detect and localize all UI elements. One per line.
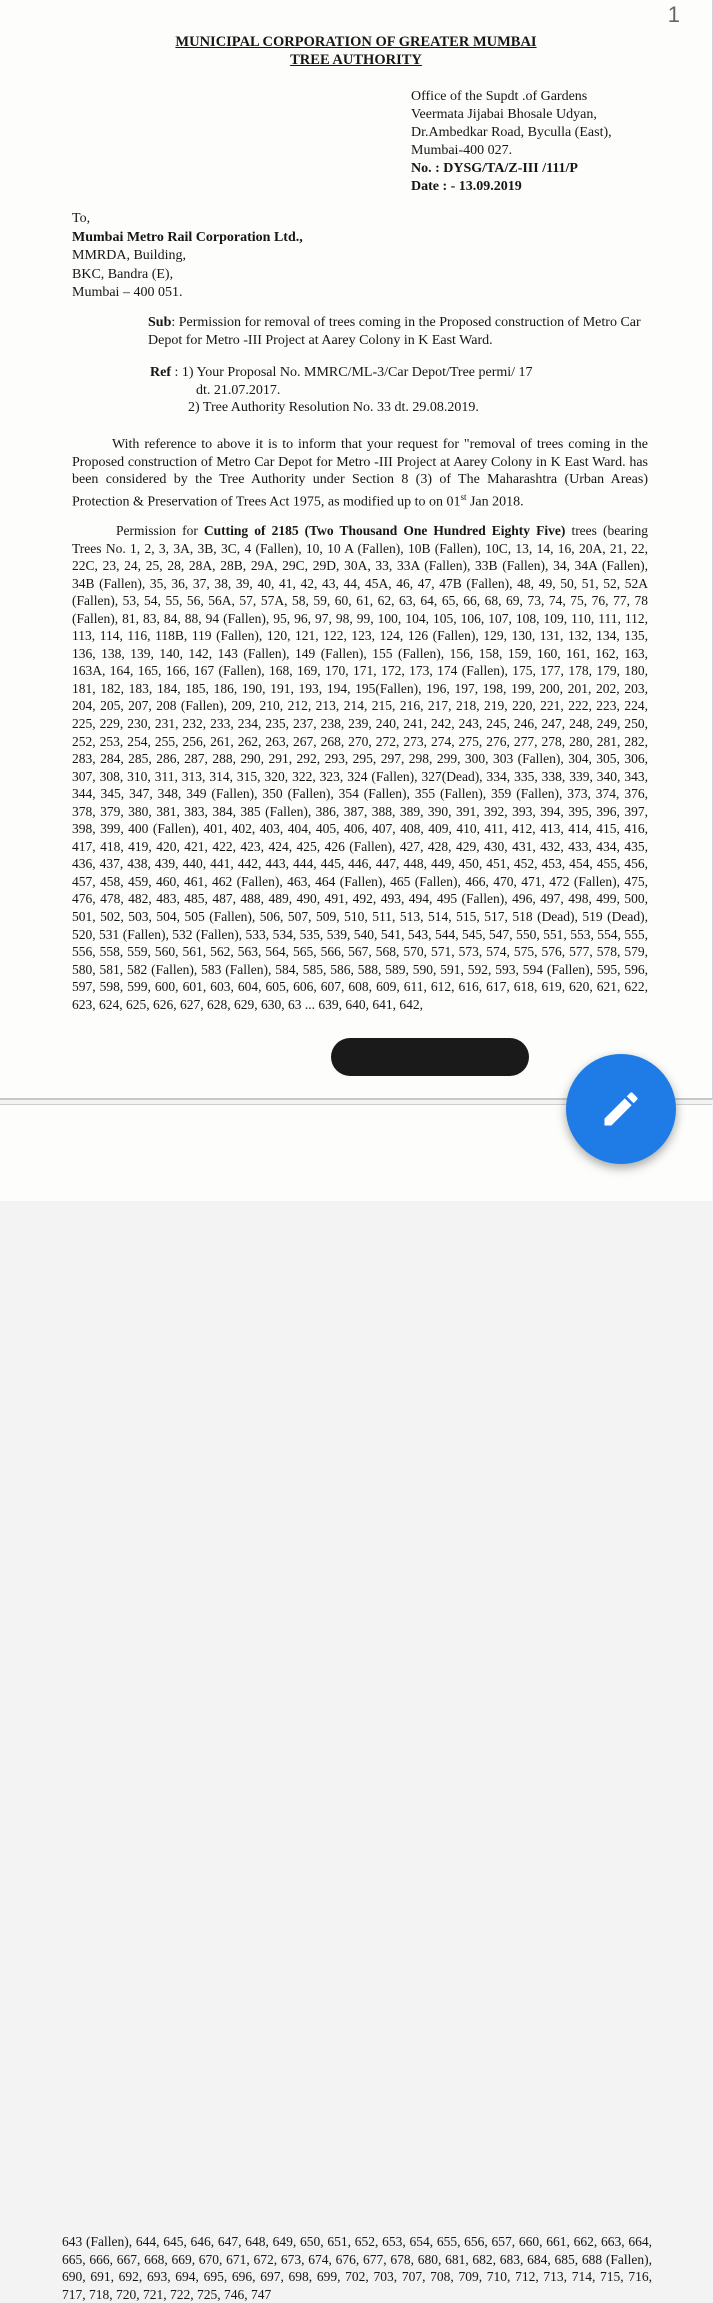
office-line: Veermata Jijabai Bhosale Udyan, <box>411 107 597 122</box>
redaction-mark <box>331 1038 529 1076</box>
para-sup: st <box>460 491 467 502</box>
recipient-line: MMRDA, Building, <box>72 248 186 264</box>
edit-button[interactable] <box>566 1054 676 1164</box>
perm-tree-list: trees (bearing Trees No. 1, 2, 3, 3A, 3B, 3C, 4 (Fallen), 10, 10 A (Fallen), 10B (Fallen), 10C, 13, 14, 16, 20A, 21, 22, 22C, 23, 24, 25, 28, 28A, 28B, 29A, 29C, 29D, 30A, 33, 33A (Fallen), 33B (Fallen), 34, 34A (Fallen), 34B (Fallen), 35, 36, 37, 38, 39, 40, 41, 42, 43, 44, 45A, 46, 47, 47B (Fallen), 48, 49, 50, 51, 52, 52A (Fallen), 53, 54, 55, 56, 56A, 57, 57A, 58, 59, 60, 61, 62, 63, 64, 65, 66, 68, 69, 73, 74, 75, 76, 77, 78 (Fallen), 81, 83, 84, 88, 94 (Fallen), 95, 96, 97, 98, 99, 100, 104, 105, 106, 107, 108, 109, 110, 111, 112, 113, 114, 116, 118B, 119 (Fallen), 120, 121, 122, 123, 124, 126 (Fallen), 129, 130, 131, 132, 134, 135, 136, 138, 139, 140, 142, 143 (Fallen), 149 (Fallen), 155 (Fallen), 156, 158, 159, 160, 161, 162, 163, 163A, 164, 165, 166, 167 (Fallen), 168, 169, 170, 171, 172, 173, 174 (Fallen), 175, 177, 178, 179, 180, 181, 182, 183, 184, 185, 186, 190, 191, 193, 194, 195(Fallen), 196, 197, 198, 199, 200, 201, 202, 203, 204, 205, 207, 208 (Fallen), 209, 210, 212, 213, 214, 215, 216, 217, 218, 219, 220, 221, 222, 223, 224, 225, 229, 230, 231, 232, 233, 234, 235, 237, 238, 239, 240, 241, 242, 243, 245, 246, 247, 248, 249, 250, 252, 253, 254, 255, 256, 261, 262, 263, 267, 268, 270, 272, 273, 274, 275, 276, 277, 278, 280, 281, 282, 283, 284, 285, 286, 287, 288, 290, 291, 292, 293, 295, 297, 298, 299, 300, 303 (Fallen), 304, 305, 306, 307, 308, 310, 311, 313, 314, 315, 320, 322, 323, 324 (Fallen), 327(Dead), 334, 335, 338, 339, 340, 343, 344, 345, 347, 348, 349 (Fallen), 350 (Fallen), 354 (Fallen), 355 (Fallen), 359 (Fallen), 373, 374, 376, 378, 379, 380, 381, 383, 384, 385 (Fallen), 386, 387, 388, 389, 390, 391, 392, 393, 394, 395, 396, 397, 398, 399, 400 (Fallen), 401, 402, 403, 404, 405, 406, 407, 408, 409, 410, 411, 412, 413, 414, 415, 416, 417, 418, 419, 420, 421, 422, 423, 424, 425, 426 (Fallen), 427, 428, 429, 430, 431, 432, 433, 434, 435, 436, 437, 438, 439, 440, 441, 442, 443, 444, 445, 446, 447, 448, 449, 450, 451, 452, 453, 454, 455, 456, 457, 458, 459, 460, 461, 462 (Fallen), 463, 464 (Fallen), 465 (Fallen), 466, 470, 471, 472 (Fallen), 475, 476, 478, 482, 483, 485, 487, 488, 489, 490, 491, 492, 493, 494, 495 (Fallen), 496, 497, 498, 499, 500, 501, 502, 503, 504, 505 (Fallen), 506, 507, 509, 510, 511, 513, 514, 515, 517, 518 (Dead), 519 (Dead), 520, 531 (Fallen), 532 (Fallen), 533, 534, 535, 539, 540, 541, 543, 544, 545, 547, 550, 551, 553, 554, 555, 556, 558, 559, 560, 561, 562, 563, 564, 565, 566, 567, 568, 570, 571, 573, 574, 575, 576, 577, 578, 579, 580, 581, 582 (Fallen), 583 (Fallen), 584, 585, 586, 588, 589, 590, 591, 592, 593, 594 (Fallen), 595, 596, 597, 598, 599, 600, 601, 603, 604, 605, 606, 607, 608, 609, 611, 612, 616, 617, 618, 619, 620, 621, 622, 623, 624, 625, 626, 627, 628, 629, 630, 63 ... 639, 640, 641, 642, <box>72 523 648 1012</box>
subject-block <box>148 314 648 349</box>
letter-date: Date : - 13.09.2019 <box>411 179 522 194</box>
recipient-line: Mumbai – 400 051. <box>72 285 183 301</box>
to-label: To, <box>72 211 91 226</box>
ref-item: : 1) Your Proposal No. MMRC/ML-3/Car Depot/Tree permi/ 17 <box>174 365 533 380</box>
office-line: Dr.Ambedkar Road, Byculla (East), <box>411 125 612 140</box>
office-line: Office of the Supdt .of Gardens <box>411 89 588 104</box>
perm-count: Cutting of 2185 (Two Thousand One Hundred Eighty Five) <box>203 523 566 538</box>
office-line: Mumbai-400 027. <box>411 143 513 158</box>
subject-text: : Permission for removal of trees coming in the Proposed construction of Metro Car Depot for Metro -III Project at Aarey Colony in K East Ward. <box>148 315 641 348</box>
recipient-line: BKC, Bandra (E), <box>72 266 174 282</box>
ref-label: Ref <box>150 365 171 380</box>
para-text-end: Jan 2018. <box>466 494 524 510</box>
document-page-1 <box>0 0 713 1100</box>
permission-paragraph <box>72 522 648 1013</box>
perm-intro: Permission for <box>116 523 204 538</box>
permission-continued: 643 (Fallen), 644, 645, 646, 647, 648, 649, 650, 651, 652, 653, 654, 655, 656, 657, 660, 661, 662, 663, 664, 665, 666, 667, 668, 669, 670, 671, 672, 673, 674, 676, 677, 678, 680, 681, 682, 683, 684, 685, 688 (Fallen), 690, 691, 692, 693, 694, 695, 696, 697, 698, 699, 702, 703, 707, 708, 709, 710, 712, 713, 714, 715, 716, 717, 718, 720, 721, 722, 725, 746, 747 <box>62 2234 652 2302</box>
subject-label: Sub <box>148 315 172 330</box>
ref-item: dt. 21.07.2017. <box>196 382 281 398</box>
pencil-icon <box>599 1087 643 1131</box>
header-organization: MUNICIPAL CORPORATION OF GREATER MUMBAI <box>175 34 537 50</box>
recipient-block <box>72 210 303 303</box>
header-authority: TREE AUTHORITY <box>290 52 422 68</box>
para-text: With reference to above it is to inform that your request for "removal of trees coming in the Proposed construction of Metro Car Depot for Metro -III Project at Aarey Colony in K East Ward. has been considered by the Tree Authority under Section 8 (3) of The Maharashtra (Urban Areas) Protection & Preservation of Trees Act 1975, as modified up to on 01 <box>72 437 648 510</box>
reference-block <box>150 364 533 417</box>
recipient-name: Mumbai Metro Rail Corporation Ltd., <box>72 229 303 245</box>
body-paragraph <box>72 436 648 511</box>
office-address-block <box>411 88 612 196</box>
page-number-indicator: 1 <box>667 2 680 27</box>
ref-item: 2) Tree Authority Resolution No. 33 dt. 29.08.2019. <box>188 400 479 415</box>
reference-number: No. : DYSG/TA/Z-III /111/P <box>411 161 578 176</box>
